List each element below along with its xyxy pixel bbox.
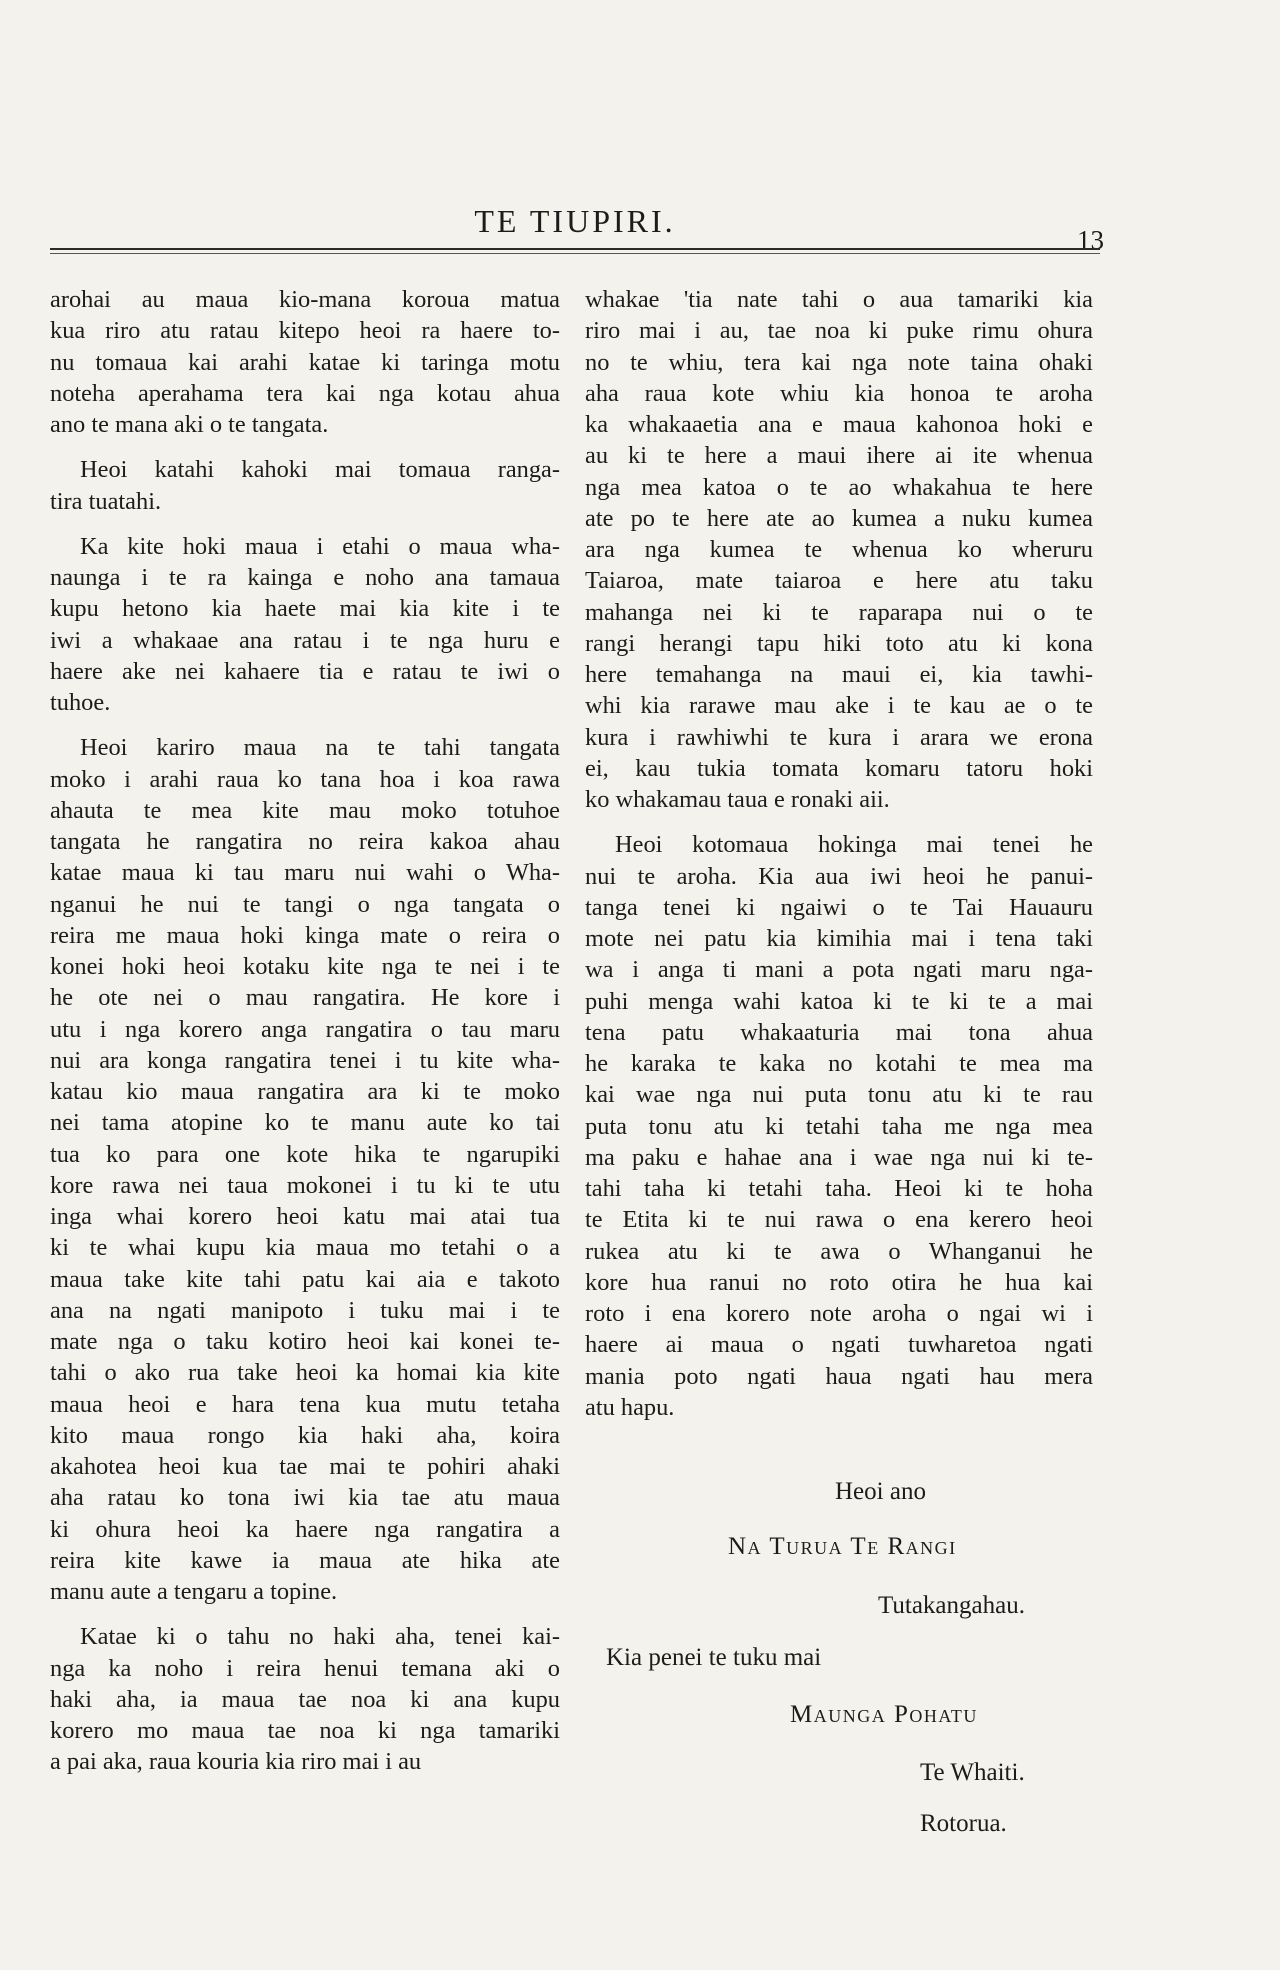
text-line: noteha aperahama tera kai nga kotau ahua xyxy=(50,379,560,407)
text-line: ko whakamau taua e ronaki aii. xyxy=(585,786,890,813)
text-line: aha raua kote whiu kia honoa te aroha xyxy=(585,379,1093,407)
text-line: ei, kau tukia tomata komaru tatoru hoki xyxy=(585,754,1093,782)
text-line: tahi o ako rua take heoi ka homai kia kite xyxy=(50,1359,560,1387)
text-line: maua heoi e hara tena kua mutu tetaha xyxy=(50,1390,560,1418)
running-title: TE TIUPIRI. xyxy=(474,203,676,239)
text-line: nei tama atopine ko te manu aute ko tai xyxy=(50,1109,560,1137)
text-line: kura i rawhiwhi te kura i arara we erona xyxy=(585,723,1093,751)
text-line: nui ara konga rangatira tenei i tu kite wha- xyxy=(50,1046,560,1074)
text-line: he ote nei o mau rangatira. He kore i xyxy=(50,984,560,1012)
signoff-closing: Heoi ano xyxy=(835,1478,926,1505)
text-line: mahanga nei ki te raparapa nui o te xyxy=(585,598,1093,626)
text-line: here temahanga na maui ei, kia tawhi- xyxy=(585,661,1093,688)
text-line: haere ake nei kahaere tia e ratau te iwi o xyxy=(50,657,560,685)
paragraph xyxy=(50,732,560,1607)
text-line: tanga tenei ki ngaiwi o te Tai Hauauru xyxy=(585,893,1093,921)
text-line: ka whakaaetia ana e maua kahonoa hoki e xyxy=(585,411,1093,438)
text-line: Katae ki o tahu no haki aha, tenei kai- xyxy=(80,1623,560,1651)
paragraph xyxy=(585,284,1093,815)
page-number: 13 xyxy=(1077,225,1104,255)
text-line: arohai au maua kio-mana koroua matua xyxy=(50,286,560,313)
paragraph-gap xyxy=(50,1607,560,1621)
paragraph-gap xyxy=(585,815,1093,829)
paragraph xyxy=(50,531,560,719)
text-line: mania poto ngati haua ngati hau mera xyxy=(585,1362,1093,1390)
paragraph xyxy=(50,1621,560,1777)
paragraph-gap xyxy=(50,517,560,531)
text-line: iwi a whakaae ana ratau i te nga huru e xyxy=(50,626,560,654)
text-line: riro mai i au, tae noa ki puke rimu ohura xyxy=(585,317,1093,345)
signoff-name: Na Turua Te Rangi xyxy=(728,1533,957,1560)
text-line: manu aute a tengaru a topine. xyxy=(50,1578,338,1605)
text-line: Taiaroa, mate taiaroa e here atu taku xyxy=(585,567,1093,595)
text-line: ma paku e hahae ana i wae nga nui ki te- xyxy=(585,1143,1093,1171)
text-line: puhi menga wahi katoa ki te ki te a mai xyxy=(585,987,1093,1015)
text-line: au ki te here a maui ihere ai ite whenua xyxy=(585,442,1093,470)
text-line: whakae 'tia nate tahi o aua tamariki kia xyxy=(585,286,1093,313)
text-line: aha ratau ko tona iwi kia tae atu maua xyxy=(50,1484,560,1512)
text-line: rukea atu ki te awa o Whanganui he xyxy=(585,1237,1093,1265)
text-line: ano te mana aki o te tangata. xyxy=(50,411,329,438)
text-line: naunga i te ra kainga e noho ana tamaua xyxy=(50,564,560,591)
text-line: moko i arahi raua ko tana hoa i koa rawa xyxy=(50,765,560,793)
text-line: no te whiu, tera kai nga note taina ohaki xyxy=(585,348,1093,376)
text-line: he karaka te kaka no kotahi te mea ma xyxy=(585,1050,1093,1077)
text-line: mote nei patu kia kimihia mai i tena taki xyxy=(585,925,1093,952)
paragraph-gap xyxy=(50,440,560,454)
address-line2: Te Whaiti. xyxy=(920,1759,1025,1786)
text-line: kai wae nga nui puta tonu atu ki te rau xyxy=(585,1081,1093,1109)
address-name: Maunga Pohatu xyxy=(790,1701,978,1728)
text-line: kupu hetono kia haete mai kia kite i te xyxy=(50,595,560,623)
paragraph-gap xyxy=(50,718,560,732)
header-rule xyxy=(50,248,1100,250)
text-line: tena patu whakaaturia mai tona ahua xyxy=(585,1018,1093,1046)
text-line: nga mea katoa o te ao whakahua te here xyxy=(585,473,1093,501)
text-line: maua take kite tahi patu kai aia e takoto xyxy=(50,1265,560,1293)
text-line: rangi herangi tapu hiki toto atu ki kona xyxy=(585,629,1093,657)
text-line: a pai aka, raua kouria kia riro mai i au xyxy=(50,1748,422,1776)
text-line: tahi taha ki tetahi taha. Heoi ki te hoha xyxy=(585,1175,1093,1202)
text-line: ahauta te mea kite mau moko totuhoe xyxy=(50,796,560,824)
text-line: konei hoki heoi kotaku kite nga te nei i te xyxy=(50,953,560,980)
text-line: ara nga kumea te whenua ko wheruru xyxy=(585,536,1093,563)
text-line: tira tuatahi. xyxy=(50,487,162,515)
paragraph xyxy=(585,829,1093,1423)
forward-note: Kia penei te tuku mai xyxy=(606,1644,822,1671)
text-line: korero mo maua tae noa ki nga tamariki xyxy=(50,1717,560,1744)
text-line: katau kio maua rangatira ara ki te moko xyxy=(50,1078,560,1105)
text-line: reira kite kawe ia maua ate hika ate xyxy=(50,1546,560,1574)
text-line: haki aha, ia maua tae noa ki ana kupu xyxy=(50,1685,560,1713)
paragraph xyxy=(50,284,560,440)
text-line: Heoi katahi kahoki mai tomaua ranga- xyxy=(80,456,560,484)
text-line: kito maua rongo kia haki aha, koira xyxy=(50,1421,560,1449)
right-column xyxy=(585,284,1093,1423)
text-line: ate po te here ate ao kumea a nuku kumea xyxy=(585,504,1093,532)
text-line: tangata he rangatira no reira kakoa ahau xyxy=(50,828,560,855)
text-line: nganui he nui te tangi o nga tangata o xyxy=(50,890,560,918)
text-line: inga whai korero heoi katu mai atai tua xyxy=(50,1203,560,1230)
text-line: haere ai maua o ngati tuwharetoa ngati xyxy=(585,1331,1093,1359)
text-line: kore rawa nei taua mokonei i tu ki te utu xyxy=(50,1171,560,1199)
paragraph xyxy=(50,454,560,517)
text-line: puta tonu atu ki tetahi taha me nga mea xyxy=(585,1112,1093,1140)
text-line: wa i anga ti mani a pota ngati maru nga- xyxy=(585,956,1093,984)
text-line: atu hapu. xyxy=(585,1393,675,1421)
text-line: reira me maua hoki kinga mate o reira o xyxy=(50,921,560,949)
text-line: nga ka noho i reira henui temana aki o xyxy=(50,1654,560,1682)
page-header xyxy=(50,195,1104,257)
text-line: tuhoe. xyxy=(50,689,111,716)
text-line: nui te aroha. Kia aua iwi heoi he panui- xyxy=(585,862,1093,890)
text-line: ki te whai kupu kia maua mo tetahi o a xyxy=(50,1234,560,1262)
text-line: mate nga o taku kotiro heoi kai konei te- xyxy=(50,1328,560,1355)
text-line: roto i ena korero note aroha o ngai wi i xyxy=(585,1300,1093,1327)
text-line: Heoi kotomaua hokinga mai tenei he xyxy=(615,831,1093,859)
text-line: Ka kite hoki maua i etahi o maua wha- xyxy=(80,532,560,560)
text-line: kua riro atu ratau kitepo heoi ra haere to- xyxy=(50,317,560,345)
signoff-place: Tutakangahau. xyxy=(878,1592,1025,1619)
text-line: whi kia rarawe mau ake i te kau ae o te xyxy=(585,692,1093,720)
text-line: ki ohura heoi ka haere nga rangatira a xyxy=(50,1515,560,1543)
text-line: utu i nga korero anga rangatira o tau maru xyxy=(50,1015,560,1043)
left-column xyxy=(50,284,560,1778)
header-rule-thin xyxy=(50,253,1100,254)
text-line: te Etita ki te nui rawa o ena kerero heoi xyxy=(585,1206,1093,1234)
text-line: katae maua ki tau maru nui wahi o Wha- xyxy=(50,859,560,887)
text-line: nu tomaua kai arahi katae ki taringa motu xyxy=(50,348,560,376)
text-line: ana na ngati manipoto i tuku mai i te xyxy=(50,1296,560,1324)
text-line: Heoi kariro maua na te tahi tangata xyxy=(80,734,560,762)
text-line: kore hua ranui no roto otira he hua kai xyxy=(585,1268,1093,1296)
text-line: tua ko para one kote hika te ngarupiki xyxy=(50,1140,560,1168)
text-line: akahotea heoi kua tae mai te pohiri ahaki xyxy=(50,1453,560,1480)
address-line3: Rotorua. xyxy=(920,1810,1007,1837)
